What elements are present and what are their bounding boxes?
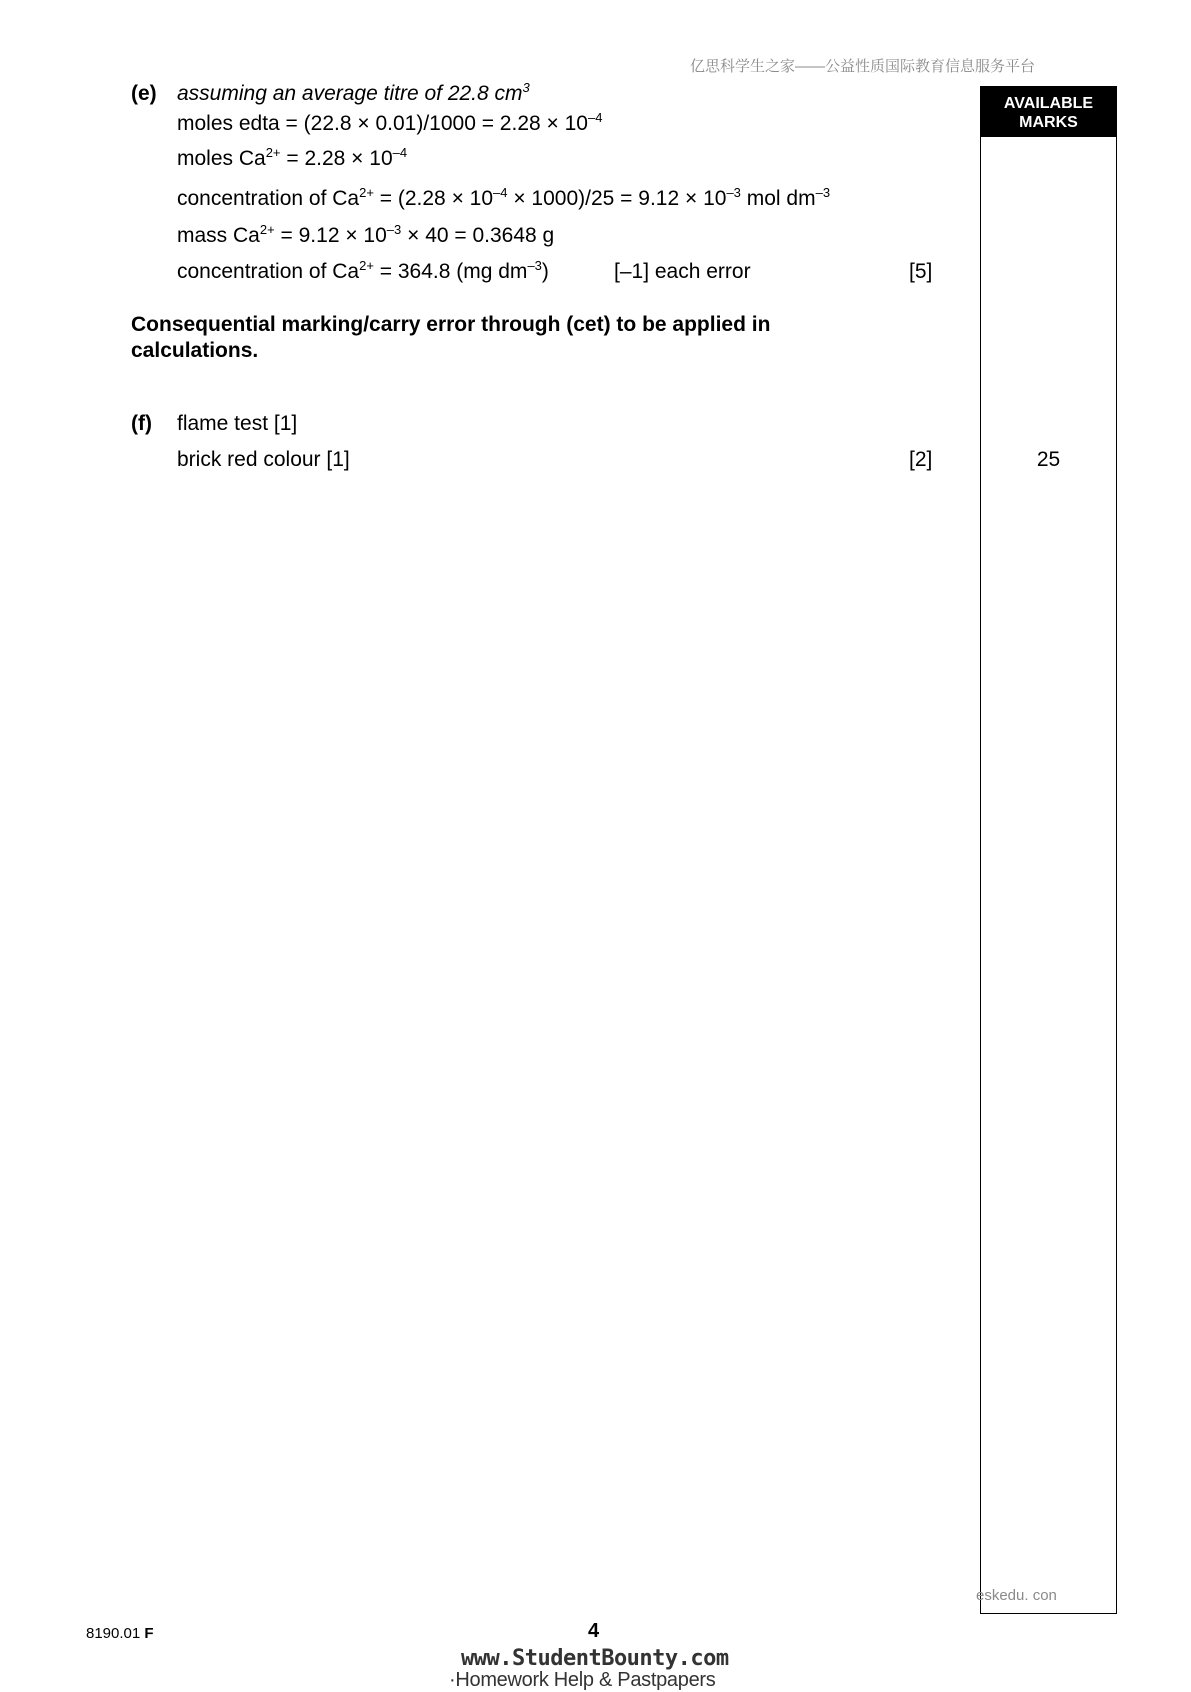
page-number: 4 [588,1620,600,1642]
part-e-line2: moles $Ca^{2+} = 2.28 \times 10^{-4}$ [177,145,408,170]
total-marks: 25 [1036,448,1061,471]
watermark-bottom: eskedu. con [976,1587,1057,1604]
paper-code: 8190.01 F [86,1625,154,1642]
part-f-line1: flame test [1] [177,412,298,435]
cet-note-line1: Consequential marking/carry error through (cet) to be applied in [131,313,771,336]
part-f-line2: brick red colour [1] [177,448,350,471]
part-e-line4: mass $Ca^{2+} = 9.12 \times 10^{-3} \times 40 = 0.3648$ g [177,222,555,247]
marks-column [980,86,1117,1614]
part-e-intro: assuming an average titre of 22.8 $cm^3$ [177,80,530,105]
part-e-mark: [5] [909,260,933,283]
part-e-label: (e) [131,82,157,105]
marks-header-line1: AVAILABLE [1003,95,1094,112]
part-f-mark: [2] [909,448,933,471]
studentbounty-url: www.StudentBounty.com [461,1646,729,1671]
part-e-line3: concentration of $Ca^{2+} = (2.28 \times 10^{-4} \times 1000)/25 = 9.12 \times 10^{-3}$ mol $dm^{-3}$ [177,185,831,210]
part-e-note: [–1] each error [614,260,751,283]
part-e-line5: concentration of $Ca^{2+} = 364.8$ (mg $dm^{-3}$) [177,258,549,283]
cet-note-line2: calculations. [131,339,259,362]
watermark-top: 亿思科学生之家——公益性质国际教育信息服务平台 [690,58,1036,75]
studentbounty-tagline: ·Homework Help & Pastpapers [449,1669,716,1691]
part-f-label: (f) [131,412,152,435]
marks-header [981,87,1116,137]
marks-header-line2: MARKS [1019,114,1078,131]
part-e-line1: moles edta = $(22.8 \times 0.01)/1000 = 2.28 \times 10^{-4}$ [177,110,603,135]
